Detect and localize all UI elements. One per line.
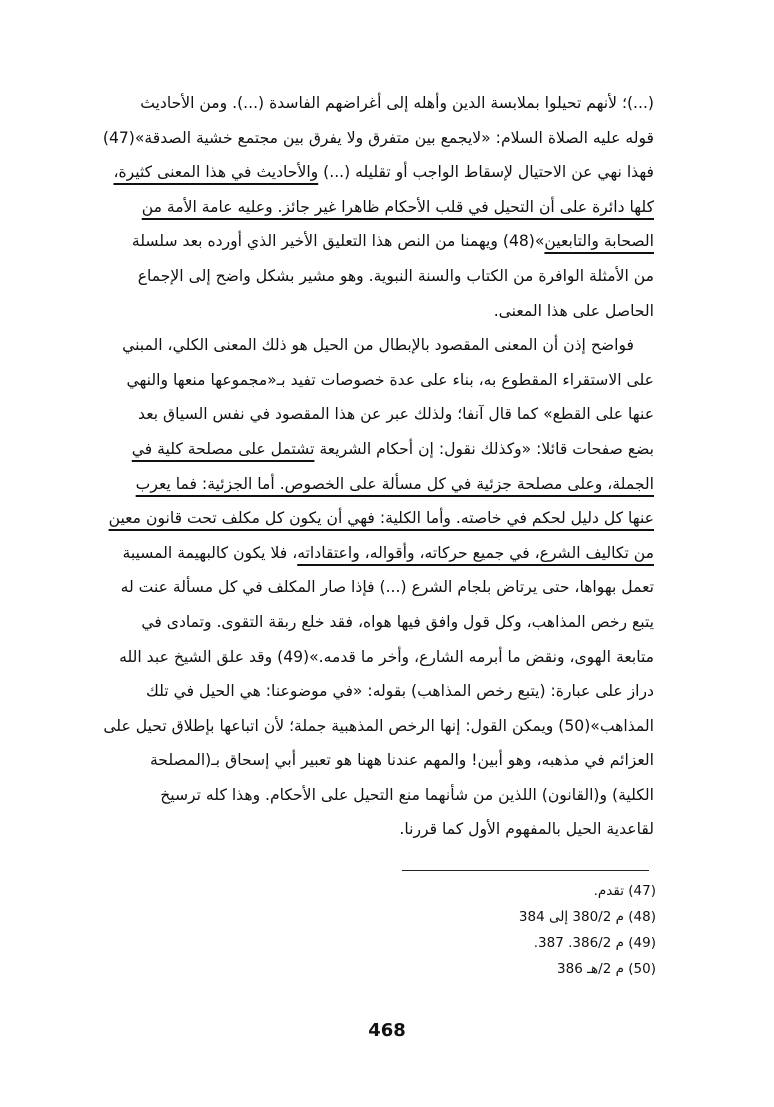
footnote-divider	[402, 870, 649, 871]
footnote-50: (50) م 2/هـ 386	[557, 961, 656, 977]
text-line: الحاصل على هذا المعنى.	[493, 301, 654, 320]
text-line: قوله عليه الصلاة السلام: «لايجمع بين متفرق ولا يفرق بين مجتمع خشية الصدقة»(47)	[102, 128, 654, 147]
underlined-text: من تكاليف الشرع، في جميع حركاته، وأقواله، واعتقاداته	[297, 543, 654, 562]
text-line	[118, 432, 654, 467]
text-segment: »(48) ويهمنا من النص هذا التعليق الأخير الذي أورده بعد سلسلة	[131, 232, 545, 251]
page-number: 468	[368, 1020, 406, 1041]
underlined-text-line: الجملة، وعلى مصلحة جزئية في كل مسألة على الخصوص. أما الجزئية: فما يعرب	[135, 474, 654, 493]
text-line	[118, 224, 654, 259]
underlined-text: تشتمل على مصلحة كلية في	[131, 439, 315, 458]
text-line: من الأمثلة الوافرة من الكتاب والسنة النبوية. وهو مشير بشكل واضح إلى الإجماع	[137, 266, 654, 285]
text-segment: فهذا نهي عن الاحتيال لإسقاط الواجب أو تقليله (...)	[318, 163, 654, 182]
text-line: يتبع رخص المذاهب، وكل قول وافق فيها هواه، فقد خلع ربقة التقوى. وتمادى في	[141, 612, 654, 631]
underlined-text-line: عنها كل دليل لحكم في خاصته. وأما الكلية: فهي أن يكون كل مكلف تحت قانون معين	[108, 509, 654, 528]
text-line: دراز على عبارة: (يتبع رخص المذاهب) بقوله: «في موضوعنا: هي الحيل في تلك	[146, 682, 654, 701]
text-line	[118, 536, 654, 571]
text-line: تعمل بهواها، حتى يرتاض بلجام الشرع (...) فإذا صار المكلف في كل مسألة عنت له	[120, 578, 654, 597]
text-line: العزائم في مذهبه، وهو أبين! والمهم عندنا ههنا هو تعبير أبي إسحاق بـ(المصلحة	[149, 751, 654, 770]
paragraph-start-line: فواضح إذن أن المعنى المقصود بالإبطال من الحيل هو ذلك المعنى الكلي، المبني	[122, 336, 634, 355]
text-line: المذاهب»(50) ويمكن القول: إنها الرخص المذهبية جملة؛ لأن اتباعها بإطلاق تحيل على	[103, 716, 654, 735]
footnote-48: (48) م 380/2 إلى 384	[518, 909, 656, 925]
text-line: عنها على القطع» كما قال آنفا؛ ولذلك عبر عن هذا المقصود في نفس السياق بعد	[138, 405, 654, 424]
main-text-block	[102, 86, 654, 847]
text-line: على الاستقراء المقطوع به، بناء على عدة خصوصات تفيد بـ«مجموعها منعها والنهي	[126, 370, 654, 389]
text-line	[113, 155, 654, 190]
footnote-49: (49) م 386/2. 387.	[533, 935, 656, 951]
text-line: متابعة الهوى، ونقض ما أبرمه الشارع، وأخر ما قدمه.»(49) وقد علق الشيخ عبد الله	[119, 647, 654, 666]
text-line: لقاعدية الحيل بالمفهوم الأول كما قررنا.	[399, 820, 654, 839]
text-line: الكلية) و(القانون) اللذين من شأنهما منع التحيل على الأحكام. وهذا كله ترسيخ	[160, 785, 654, 804]
underlined-text-line: كلها دائرة على أن التحيل في قلب الأحكام ظاهرا غير جائز. وعليه عامة الأمة من	[141, 197, 654, 216]
text-line: (...)؛ لأنهم تحيلوا بملابسة الدين وأهله إلى أغراضهم الفاسدة (...). ومن الأحاديث	[140, 94, 654, 112]
text-segment: بضع صفحات قائلا: «وكذلك نقول: إن أحكام الشريعة	[314, 439, 654, 458]
footnote-47: (47) تقدم.	[593, 883, 656, 899]
underlined-text: الصحابة والتابعين	[544, 232, 654, 251]
text-segment: ، فلا يكون كالبهيمة المسيبة	[122, 543, 298, 562]
underlined-text: والأحاديث في هذا المعنى كثيرة،	[113, 163, 319, 182]
footnotes-block	[400, 878, 656, 982]
